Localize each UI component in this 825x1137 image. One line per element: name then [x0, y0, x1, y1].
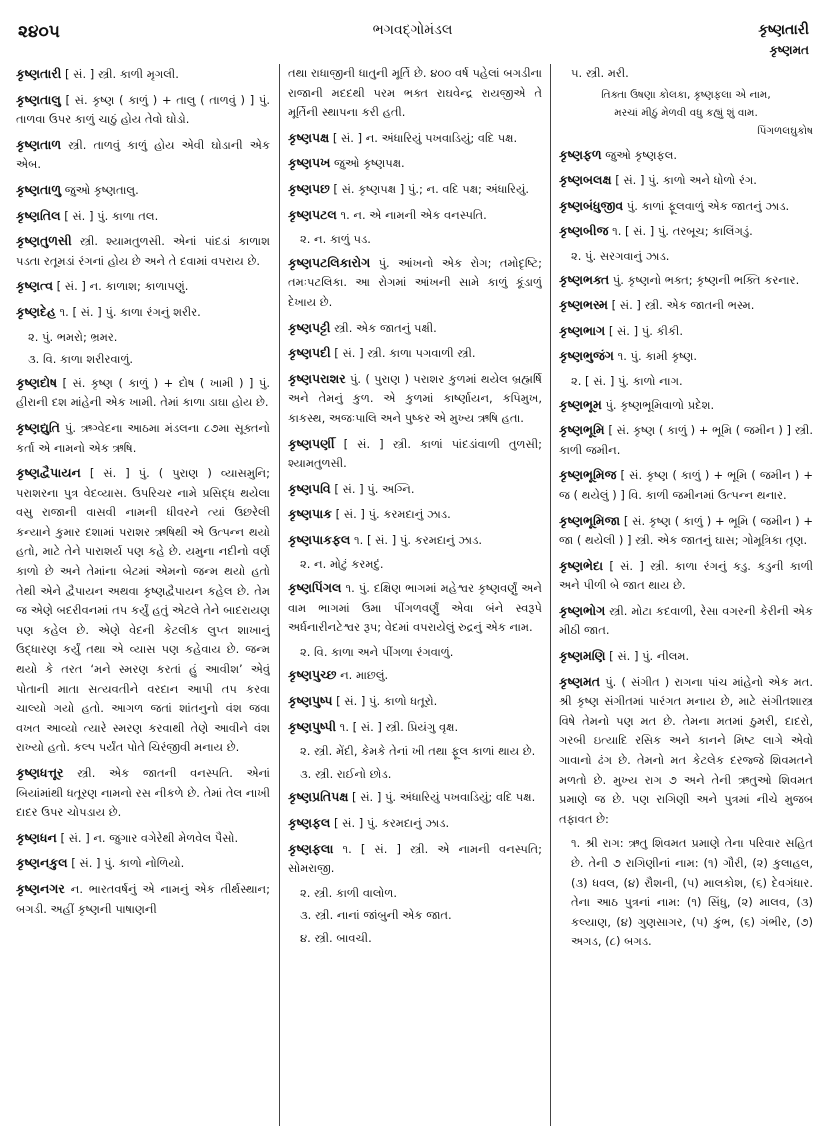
entry-headword: કૃષ્ણબંધુજીવ	[559, 197, 624, 213]
entry-headword: કૃષ્ણફળ	[559, 146, 602, 162]
dictionary-entry	[16, 302, 270, 323]
entry-definition: [ સં. ] સ્ત્રી. કાળાં પાંદડાંવાળી તુળસી; શ્યામતુળસી.	[288, 436, 542, 471]
sub-entry	[16, 350, 270, 370]
dictionary-entry	[559, 556, 813, 596]
dictionary-entry	[288, 369, 542, 429]
dictionary-entry	[288, 128, 542, 149]
dictionary-entry	[559, 646, 813, 667]
entry-definition: [ સં. કૃષ્ણ ( કાળું ) + ભૂમિ ( જમીન ) + જા ( થયેલી ) ] સ્ત્રી. એક જાતનું ઘાસ; ગોમૂત્રિકા તૃણ.	[559, 513, 813, 548]
dictionary-entry	[559, 321, 813, 342]
quotation-source: પિંગળલઘુકોષ	[757, 124, 813, 137]
dictionary-entry	[559, 346, 813, 367]
dictionary-column-3	[559, 64, 813, 1126]
entry-definition: ૧. ન. એ નામની એક વનસ્પતિ.	[336, 207, 487, 222]
dictionary-entry	[288, 717, 542, 738]
entry-headword: કૃષ્ણભૂમિ	[559, 422, 605, 438]
sub-entry	[559, 247, 813, 267]
entry-definition: સ્ત્રી. એક જાતનું પક્ષી.	[330, 320, 437, 335]
entry-headword: કૃષ્ણફલા	[288, 840, 334, 856]
entry-definition: ૧. [ સં. ] પું. તરબૂચ; કાલિંગડું.	[608, 224, 753, 239]
entry-headword: કૃષ્ણપુષ્પ	[288, 693, 333, 709]
sub-entry	[559, 64, 813, 84]
entry-headword: કૃષ્ણભોગ	[559, 602, 606, 618]
entry-definition: ૨. સ્ત્રી. કાળી વાલોળ.	[300, 885, 398, 900]
entry-definition: [ સં. કૃષ્ણ ( કાળું ) + ભૂમિ ( જમીન ) + જ ( થયેલું ) ] વિ. કાળી જમીનમાં ઉત્પન્ન થનાર.	[559, 468, 813, 502]
entry-headword: કૃષ્ણપવિ	[288, 480, 331, 496]
dictionary-entry	[16, 64, 270, 85]
entry-definition: [ સં. ] ન. જુગાર વગેરેથી મેળવેલ પૈસો.	[56, 830, 239, 845]
dictionary-entry	[288, 479, 542, 500]
sub-entry	[16, 328, 270, 348]
entry-headword: કૃષ્ણનગર	[16, 880, 65, 896]
dictionary-entry	[559, 511, 813, 551]
entry-definition: [ સં. ] પું. કરમદાનું ઝાડ.	[330, 816, 450, 830]
entry-definition: [ સં. કૃષ્ણપક્ષ ] પું.; ન. વદિ પક્ષ; અંધારિયું.	[329, 181, 530, 196]
sub-entry	[559, 834, 813, 952]
dictionary-entry	[16, 418, 270, 458]
entry-headword: કૃષ્ણપાક	[288, 506, 332, 522]
entry-definition: [ સં. ] પું. કાળો અને ધોળો રંગ.	[611, 173, 757, 188]
page-header	[0, 0, 825, 62]
dictionary-entry	[559, 465, 813, 505]
entry-definition: ૧. [ સં. ] સ્ત્રી. એ નામની વનસ્પતિ; સોમરાજી.	[288, 841, 542, 876]
dictionary-entry	[288, 179, 542, 200]
entry-definition: [ સં. ] પું. અગ્નિ.	[330, 481, 415, 496]
entry-definition: ૨. ન. કાળું પડ.	[300, 232, 371, 247]
entry-headword: કૃષ્ણધન	[16, 829, 57, 845]
entry-definition: જુઓ કૃષ્ણતાલુ.	[61, 182, 139, 197]
sub-entry	[288, 765, 542, 785]
entry-definition: [ સં. ] પું. કાળો ધતૂરો.	[332, 694, 438, 709]
dictionary-entry	[288, 530, 542, 551]
quotation-line: મરચાં મીઠું મેળવી વધુ કહ્યું શું વામ.	[614, 106, 758, 119]
entry-definition: [ સં. ] સ્ત્રી. કાળા રંગનું કડુ. કડુની કાળી અને પીળી બે જાત થાય છે.	[559, 558, 813, 593]
entry-headword: કૃષ્ણભૂમિજા	[559, 512, 621, 528]
dictionary-entry	[16, 373, 270, 413]
entry-headword: કૃષ્ણમણિ	[559, 648, 606, 664]
dictionary-entry	[559, 145, 813, 166]
dictionary-entry	[16, 90, 270, 130]
entry-headword: કૃષ્ણમત	[559, 673, 601, 689]
entry-headword: કૃષ્ણભૂમિજ	[559, 467, 617, 483]
entry-definition: ૧. શ્રી રાગ: ઋતુ શિવમત પ્રમાણે તેના પરિવાર સહિત છે. તેની ૭ રાગિણીનાં નામ: (૧) ગૌરી, (૨) કુલાહલ, (૩) ધવલ, (૪) રૌશની, (૫) માલકોશ, (૬) દેવગંધાર. તેના આઠ પુત્રનાં નામ: (૧) સિંધુ, (૨) માલવ, (૩) કલ્યાણ, (૪) ગુણસાગર, (૫) કુંભ, (૬) ગંભીર, (૭) અગડ, (૮) બગડ.	[571, 836, 813, 949]
entry-definition: પું. કાળાં ફૂલવાળું એક જાતનું ઝાડ.	[623, 198, 790, 213]
entry-definition: સ્ત્રી. એક જાતની વનસ્પતિ. એનાં બિયાંમાંથી ધતૂરણ નામનો રસ નીકળે છે. તેમાં તેલ નાખી દાદર ઉપર ચોપડાય છે.	[16, 766, 270, 820]
dictionary-entry	[288, 504, 542, 525]
entry-definition: જુઓ કૃષ્ણફલ.	[601, 147, 678, 162]
entry-definition: [ સં. ] સ્ત્રી. કાળા પગવાળી સ્ત્રી.	[330, 346, 476, 361]
entry-definition: સ્ત્રી. તાળવું કાળું હોય એવી ઘોડાની એક એબ.	[16, 137, 270, 172]
entry-headword: કૃષ્ણધત્તૂર	[16, 765, 64, 780]
sub-entry	[288, 884, 542, 904]
entry-headword: કૃષ્ણનકુલ	[16, 855, 68, 871]
entry-definition: ૨. વિ. કાળા અને પીંગળા રંગવાળું.	[300, 644, 454, 659]
dictionary-entry	[16, 879, 270, 919]
column-divider	[279, 64, 280, 1126]
entry-headword: કૃષ્ણબીજ	[559, 223, 609, 239]
entry-headword: કૃષ્ણભક્ત	[559, 271, 610, 287]
entry-definition: ૪. સ્ત્રી. બાવચી.	[300, 930, 372, 945]
entry-definition: [ સં. કૃષ્ણ ( કાળું ) + ભૂમિ ( જમીન ) ] સ્ત્રી. કાળી જમીન.	[559, 423, 813, 457]
entry-definition: ૨. પું. ભમરો; ભ્રમર.	[28, 329, 118, 344]
entry-definition: પું. આંખનો એક રોગ; તમોદૃષ્ટિ; તમઃપટલિકા. આ રોગમાં આંખની સામે કાળું કૂંડાળું દેખાય છે.	[288, 255, 542, 309]
dictionary-entry	[288, 578, 542, 638]
sub-entry	[288, 230, 542, 250]
entry-definition: પું. કૃષ્ણભૂમિવાળો પ્રદેશ.	[601, 397, 715, 412]
entry-definition: [ સં. ] પું. કરમદાનું ઝાડ.	[331, 507, 451, 522]
entry-headword: કૃષ્ણપક્ષ	[288, 129, 330, 145]
dictionary-entry	[288, 813, 542, 834]
entry-headword: કૃષ્ણતિલ	[16, 207, 61, 223]
entry-definition: ૨. પું. સરગવાનું ઝાડ.	[571, 248, 670, 263]
entry-headword: કૃષ્ણદ્યુતિ	[16, 419, 60, 435]
entry-definition: ૧. પું. દક્ષિણ ભાગમાં મહેશ્વર કૃષ્ણવર્ણું અને વામ ભાગમાં ઉમા પીંગળવર્ણું એવા બંને સ્વરૂપે અર્ધનારીનટેશ્વર રૂપ; વેદમાં વપરાયેલું રુદ્રનું એક નામ.	[288, 581, 542, 635]
entry-headword: કૃષ્ણપુષ્પી	[288, 718, 337, 734]
dictionary-entry	[288, 343, 542, 364]
dictionary-entry	[288, 787, 542, 808]
dictionary-column-2	[288, 64, 542, 1126]
dictionary-entry	[288, 205, 542, 226]
entry-definition: ૧. [ સં. ] સ્ત્રી. પ્રિયંગુ વૃક્ષ.	[336, 719, 459, 734]
entry-headword: કૃષ્ણભેદા	[559, 557, 604, 573]
entry-headword: કૃષ્ણપટ્ટી	[288, 319, 331, 335]
entry-definition: [ સં. ] ન. કાળાશ; કાળાપણું.	[53, 279, 189, 294]
dictionary-entry	[16, 135, 270, 175]
guide-word-last: કૃષ્ણમત	[769, 43, 809, 57]
entry-headword: કૃષ્ણભસ્મ	[559, 297, 608, 313]
entry-definition: ૨. સ્ત્રી. મેંદી, કેમકે તેનાં ખી તથા ફૂલ કાળાં થાય છે.	[300, 744, 536, 759]
entry-definition: [ સં. ] ન. અંધારિયું પખવાડિયું; વદિ પક્ષ.	[329, 130, 518, 145]
dictionary-entry	[16, 463, 270, 758]
entry-headword: કૃષ્ણભૂમ	[559, 396, 602, 412]
entry-headword: કૃષ્ણતાલુ	[16, 91, 61, 107]
entry-headword: કૃષ્ણદેહ	[16, 303, 56, 319]
entry-headword: કૃષ્ણતાળ	[16, 136, 62, 152]
entry-definition: ૩. વિ. કાળા શરીરવાળું.	[28, 352, 134, 367]
entry-definition: પું. ( પુરાણ ) પરાશર કુળમાં થયેલ બ્રહ્મર્ષિ અને તેમનું કુળ. એ કુળમાં કાર્ષ્ણાયન, કપિમુખ, કાકસ્થ, અજઃપાલિ અને પુષ્કર એ મુખ્ય ઋષિ હતા.	[288, 371, 542, 425]
dictionary-entry	[16, 276, 270, 297]
sub-entry	[288, 555, 542, 575]
dictionary-entry	[16, 206, 270, 227]
dictionary-entry	[288, 153, 542, 174]
entry-definition: જુઓ કૃષ્ણપક્ષ.	[330, 156, 405, 171]
entry-headword: કૃષ્ણદ્વૈપાયન	[16, 465, 81, 481]
entry-definition: ૩. સ્ત્રી. નાનાં જાંબુની એક જાત.	[300, 908, 452, 923]
column-divider	[550, 64, 551, 1126]
entry-definition: [ સં. ] પું. કાળા તલ.	[60, 208, 159, 223]
dictionary-entry	[559, 221, 813, 242]
entry-headword: કૃષ્ણપખ	[288, 155, 331, 171]
entry-headword: કૃષ્ણત્વ	[16, 278, 53, 294]
entry-definition: ૨. [ સં. ] પું. કાળો નાગ.	[571, 373, 683, 388]
entry-definition: ૧. [ સં. ] પું. કરમદાનું ઝાડ.	[350, 532, 483, 547]
dictionary-entry	[16, 828, 270, 849]
entry-definition: ૩. સ્ત્રી. રાઈનો છોડ.	[300, 766, 392, 781]
dictionary-entry	[559, 170, 813, 191]
entry-definition: [ સં. ] પું. કીકી.	[605, 323, 683, 338]
entry-headword: કૃષ્ણભાગ	[559, 322, 606, 338]
dictionary-entry	[559, 196, 813, 217]
entry-headword: કૃષ્ણપાકફલ	[288, 531, 351, 547]
sub-entry	[288, 742, 542, 762]
entry-definition: ન. માછલું.	[336, 668, 389, 683]
entry-definition: સ્ત્રી. શ્યામતુળસી. એનાં પાંદડાં કાળાશ પડતા રતૂમડાં રંગનાં હોય છે અને તે દવામાં વપરાય છે.	[16, 234, 270, 268]
dictionary-entry	[559, 295, 813, 316]
entry-definition: [ સં. ] પું. કાળો નોળિયો.	[67, 856, 185, 871]
entry-headword: કૃષ્ણફલ	[288, 815, 331, 830]
entry-definition: [ સં. ] સ્ત્રી. કાળી મૃગલી.	[61, 67, 179, 81]
entry-headword: કૃષ્ણતારી	[16, 66, 62, 81]
dictionary-entry	[16, 231, 270, 271]
dictionary-entry	[288, 434, 542, 474]
entry-headword: કૃષ્ણપર્ણી	[288, 435, 335, 451]
quotation-line: તિક્તા ઉષણા કોલકા, કૃષ્ણફલા એ નામ,	[601, 88, 771, 101]
entry-definition: [ સં. ] પું. ( પુરાણ ) વ્યાસમુનિ; પરાશરના પુત્ર વેદવ્યાસ. ઉપરિચર નામે પ્રસિદ્ધ થયેલા વસુ રાજાની વાસવી નામની ધીવરને ત્યાં ઉછરેલી કન્યાને કુમાર દશામાં પરાશર ઋષિથી એ ઉત્પન્ન થયો હતો, માટે તેને પારાશર્ય પણ કહે છે. યમુના નદીનો વર્ણ કાળો છે અને તેમાંના બેટમાં એમનો જન્મ થયો હતો તેથી એને દ્વૈપાયન અથવા કૃષ્ણદ્વૈપાયન કહેલ છે. તેમ જ એણે બદરીવનમાં તપ કર્યું હતું એટલે તેને બાદરાયણ પણ કહેલ છે. એણે વેદની કેટલીક લુપ્ત શાખાનું ઉદ્ધારણ કર્યું તથા એ વ્યાસ પણ કહેવાય છે. જન્મ થયો કે તરત ‘મને સ્મરણ કરતાં હું આવીશ’ એવું પોતાની માતા સત્યવતીને વરદાન આપી તપ કરવા ચાલ્યો ગયો હતો. આગળ જતાં શાંતનુનો વંશ જવા વખત આવ્યો ત્યારે સ્મરણ કરવાથી તેણે આવીને વંશ રાખ્યો હતો. કલ્પ પર્યંત પોતે ચિરંજીવી મનાય છે.	[16, 466, 270, 755]
entry-headword: કૃષ્ણતાળુ	[16, 181, 62, 197]
entry-headword: કૃષ્ણદોષ	[16, 374, 58, 390]
entry-definition: પું. ( સંગીત ) રાગના પાંચ માંહેનો એક મત. શ્રી કૃષ્ણ સંગીતમાં પારંગત મનાય છે, માટે સંગીતશાસ્ત્ર વિષે તેમનો પણ મત છે. તેમના મતમાં ઠુમરી, દાદરો, ગરબી ઇત્યાદિ રસિક અને કાનને મિષ્ટ લાગે એવો ગાવાનો ઢંગ છે. તેમનો મત કેટલેક દરજ્જે શિવમતને મળતો છે. મુખ્ય રાગ ૭ અને તેની ઋતુઓ શિવમત પ્રમાણે જ છે. પણ રાગિણી અને પુત્રમાં નીચે મુજબ તફાવત છે:	[559, 674, 813, 826]
entry-headword: કૃષ્ણપુચ્છ	[288, 667, 337, 683]
dictionary-entry	[16, 853, 270, 874]
entry-definition: ન. ભારતવર્ષનું એ નામનું એક તીર્થસ્થાન; બગડી. અહીં કૃષ્ણની પાષાણની	[16, 881, 270, 916]
entry-headword: કૃષ્ણપદી	[288, 345, 331, 361]
dictionary-entry	[16, 763, 270, 823]
entry-headword: કૃષ્ણપરાશર	[288, 370, 346, 386]
dictionary-entry	[559, 270, 813, 291]
dictionary-entry	[559, 672, 813, 830]
guide-words	[758, 20, 809, 60]
entry-headword: કૃષ્ણપટલિકારોગ	[288, 254, 371, 270]
dictionary-entry	[288, 691, 542, 712]
dictionary-entry	[288, 64, 542, 123]
dictionary-entry	[559, 601, 813, 641]
dictionary-entry	[288, 839, 542, 879]
dictionary-entry	[288, 253, 542, 313]
entry-headword: કૃષ્ણપછ	[288, 180, 330, 196]
entry-definition: પું. ઋગ્વેદના આઠમા મંડલના ૮૭મા સૂક્તનો કર્તા એ નામનો એક ઋષિ.	[16, 420, 270, 455]
dictionary-entry	[559, 420, 813, 460]
dictionary-entry	[16, 180, 270, 201]
entry-headword: કૃષ્ણપ્રતિપક્ષ	[288, 789, 349, 805]
entry-headword: કૃષ્ણપિંગલ	[288, 580, 342, 596]
sub-entry	[559, 372, 813, 392]
entry-definition: ૧. [ સં. ] પું. કાળા રંગનું શરીર.	[55, 304, 201, 319]
entry-definition: [ સં. ] પું. અંધારિયું પખવાડિયું; વદિ પક્ષ.	[348, 790, 536, 805]
sub-entry	[288, 643, 542, 663]
running-title: ભગવદ્ગોમંડલ	[372, 22, 453, 38]
entry-headword: કૃષ્ણભુજંગ	[559, 348, 614, 364]
sub-entry	[288, 906, 542, 926]
entry-definition: સ્ત્રી. મોટા કદવાળી, રેસા વગરની કેરીની એક મીઠી જાત.	[559, 603, 813, 638]
dictionary-entry	[288, 318, 542, 339]
entry-definition: ૧. પું. કામી કૃષ્ણ.	[613, 349, 698, 364]
entry-definition: ૫. સ્ત્રી. મરી.	[571, 66, 629, 80]
entry-definition: તથા રાધાજીની ધાતુની મૂર્તિ છે. ૪૦૦ વર્ષ પહેલાં બગડીના રાજાની મદદથી પરમ ભક્ત રાઘવેન્દ્ર રાયજીએ તે મૂર્તિની સ્થાપના કરી હતી.	[288, 66, 542, 120]
dictionary-entry	[559, 395, 813, 416]
entry-headword: કૃષ્ણપટલ	[288, 206, 337, 222]
entry-headword: કૃષ્ણબલક્ષ	[559, 172, 612, 188]
sub-entry	[288, 929, 542, 949]
dictionary-entry	[288, 665, 542, 686]
entry-definition: પું. કૃષ્ણનો ભક્ત; કૃષ્ણની ભક્તિ કરનાર.	[609, 272, 800, 287]
entry-definition: [ સં. કૃષ્ણ ( કાળું ) + દોષ ( ખામી ) ] પું. હીરાની દશ માંહેની એક ખામી. તેમાં કાળા ડાઘા હોય છે.	[16, 375, 270, 410]
entry-definition: ૨. ન. મોટું કરમદું.	[300, 557, 384, 572]
guide-word-first: કૃષ્ણતારી	[758, 22, 809, 38]
entry-headword: કૃષ્ણતુળસી	[16, 233, 72, 249]
dictionary-column-1	[16, 64, 270, 1126]
entry-definition: [ સં. ] પું. નીલમ.	[605, 649, 690, 664]
page-number: ૨૪૦૫	[18, 22, 60, 42]
entry-definition: [ સં. કૃષ્ણ ( કાળું ) + તાલુ ( તાળવું ) ] પું. તાળવા ઉપર કાળું ચાઠું હોય તેવો ઘોડો.	[16, 92, 270, 127]
entry-definition: [ સં. ] સ્ત્રી. એક જાતની ભસ્મ.	[608, 298, 755, 313]
